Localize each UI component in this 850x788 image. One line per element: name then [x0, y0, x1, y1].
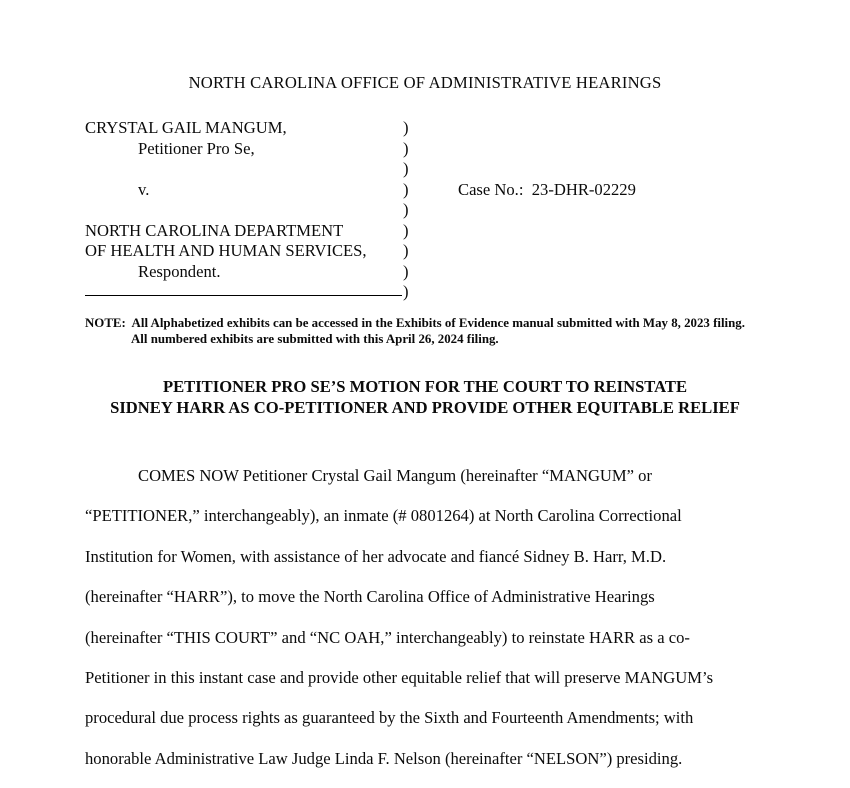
body-line: COMES NOW Petitioner Crystal Gail Mangum (hereinafter “MANGUM” or — [138, 466, 653, 485]
caption-blank-row — [85, 200, 403, 221]
motion-title-line1: PETITIONER PRO SE’S MOTION FOR THE COURT TO REINSTATE — [162, 377, 688, 396]
petitioner-role: Petitioner Pro Se, — [138, 138, 255, 158]
case-caption — [85, 118, 685, 308]
versus-label: v. — [138, 179, 150, 199]
motion-body — [85, 456, 780, 779]
caption-parties-column — [85, 118, 403, 303]
body-line: honorable Administrative Law Judge Linda F. Nelson (hereinafter “NELSON”) presiding. — [85, 748, 683, 768]
caption-paren: ) — [403, 241, 409, 260]
respondent-name-line2: OF HEALTH AND HUMAN SERVICES, — [85, 241, 367, 260]
caption-paren: ) — [403, 282, 409, 301]
caption-parenthesis-column — [403, 118, 409, 303]
respondent-name-line1: NORTH CAROLINA DEPARTMENT — [85, 220, 344, 240]
court-name-heading: NORTH CAROLINA OFFICE OF ADMINISTRATIVE HEARINGS — [188, 73, 662, 92]
caption-blank-row — [85, 282, 403, 303]
motion-title-line2: SIDNEY HARR AS CO-PETITIONER AND PROVIDE OTHER EQUITABLE RELIEF — [110, 398, 740, 417]
body-line: Petitioner in this instant case and provide other equitable relief that will preserve MANGUM’s — [85, 667, 714, 687]
motion-title — [0, 376, 850, 418]
caption-paren: ) — [403, 179, 409, 199]
exhibits-note-line1: NOTE: All Alphabetized exhibits can be accessed in the Exhibits of Evidence manual submitted with May 8, 2023 filing. — [85, 316, 745, 330]
petitioner-name: CRYSTAL GAIL MANGUM, — [85, 118, 287, 137]
caption-paren: ) — [403, 138, 409, 158]
caption-paren: ) — [403, 220, 409, 240]
body-line: “PETITIONER,” interchangeably), an inmate (# 0801264) at North Carolina Correctional — [85, 506, 682, 526]
caption-paren: ) — [403, 159, 409, 178]
caption-blank-row — [85, 159, 403, 180]
caption-underline — [85, 295, 402, 296]
body-line: procedural due process rights as guaranteed by the Sixth and Fourteenth Amendments; with — [85, 708, 694, 728]
respondent-role: Respondent. — [138, 261, 221, 281]
exhibits-note-line2: All numbered exhibits are submitted with this April 26, 2024 filing. — [131, 332, 499, 347]
body-line: (hereinafter “THIS COURT” and “NC OAH,” interchangeably) to reinstate HARR as a co- — [85, 627, 690, 647]
caption-paren: ) — [403, 118, 409, 137]
body-line: Institution for Women, with assistance of her advocate and fiancé Sidney B. Harr, M.D. — [85, 546, 667, 566]
body-line: (hereinafter “HARR”), to move the North Carolina Office of Administrative Hearings — [85, 587, 655, 607]
exhibits-note — [85, 315, 785, 348]
case-number: Case No.: 23-DHR-02229 — [458, 180, 636, 199]
caption-paren: ) — [403, 261, 409, 281]
caption-paren: ) — [403, 200, 409, 219]
